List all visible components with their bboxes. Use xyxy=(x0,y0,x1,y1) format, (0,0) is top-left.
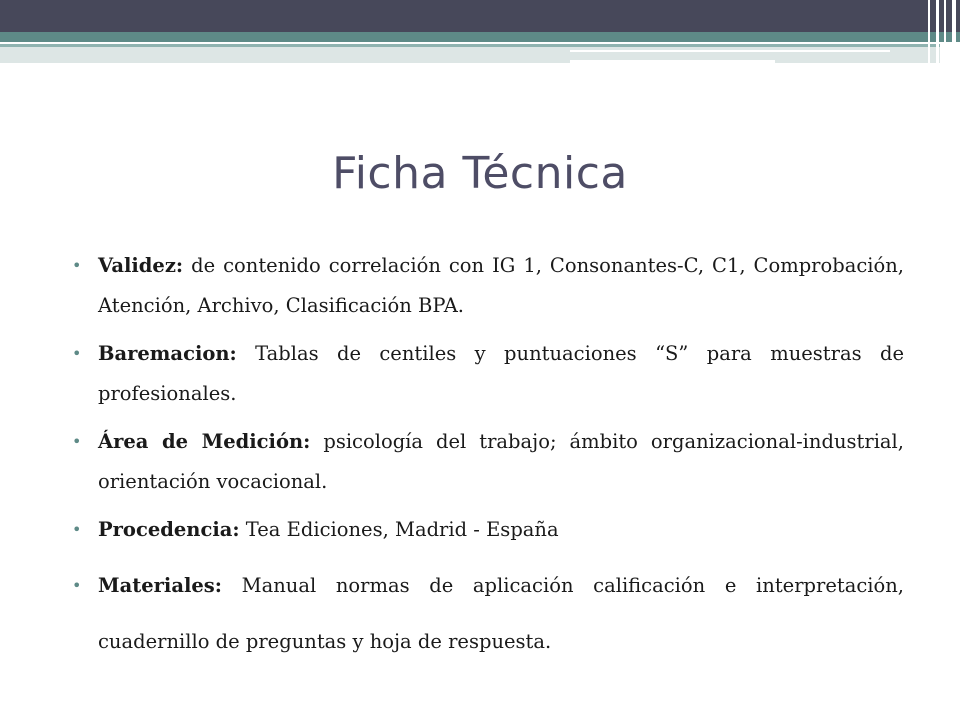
bullet-text: de contenido correlación con IG 1, Consonantes-C, C1, Comprobación, Atención, Archivo, Clasificación BPA. xyxy=(98,254,904,317)
header-accent-strip xyxy=(0,32,960,42)
bullet-text: psicología del trabajo; ámbito organizacional-industrial, orientación vocacional. xyxy=(98,430,904,493)
bullet-label: Procedencia: xyxy=(98,518,240,541)
bullet-dot-icon: • xyxy=(72,256,82,275)
bullet-list xyxy=(72,246,904,678)
bullet-item-procedencia xyxy=(72,510,904,550)
slide-title: Ficha Técnica xyxy=(332,148,628,199)
bullet-dot-icon: • xyxy=(72,344,82,363)
bullet-label: Validez: xyxy=(98,254,184,277)
bullet-dot-icon: • xyxy=(72,576,82,595)
header-highlight-line xyxy=(570,50,890,52)
bullet-label: Materiales: xyxy=(98,574,222,597)
bullet-item-area xyxy=(72,422,904,502)
bullet-text: Manual normas de aplicación calificación e interpretación, cuadernillo de preguntas y hoja de respuesta. xyxy=(98,574,904,653)
bullet-item-baremacion xyxy=(72,334,904,414)
bullet-dot-icon: • xyxy=(72,432,82,451)
bullet-text: Tea Ediciones, Madrid - España xyxy=(239,518,559,541)
bullet-label: Baremacion: xyxy=(98,342,237,365)
header-corner-bars xyxy=(924,0,960,64)
bullet-label: Área de Medición: xyxy=(98,430,311,453)
header-highlight-line-short xyxy=(570,60,775,63)
header-band xyxy=(0,0,960,32)
bullet-dot-icon: • xyxy=(72,520,82,539)
bullet-item-materiales xyxy=(72,558,904,670)
bullet-text: Tablas de centiles y puntuaciones “S” para muestras de profesionales. xyxy=(98,342,904,405)
bullet-item-validez xyxy=(72,246,904,326)
